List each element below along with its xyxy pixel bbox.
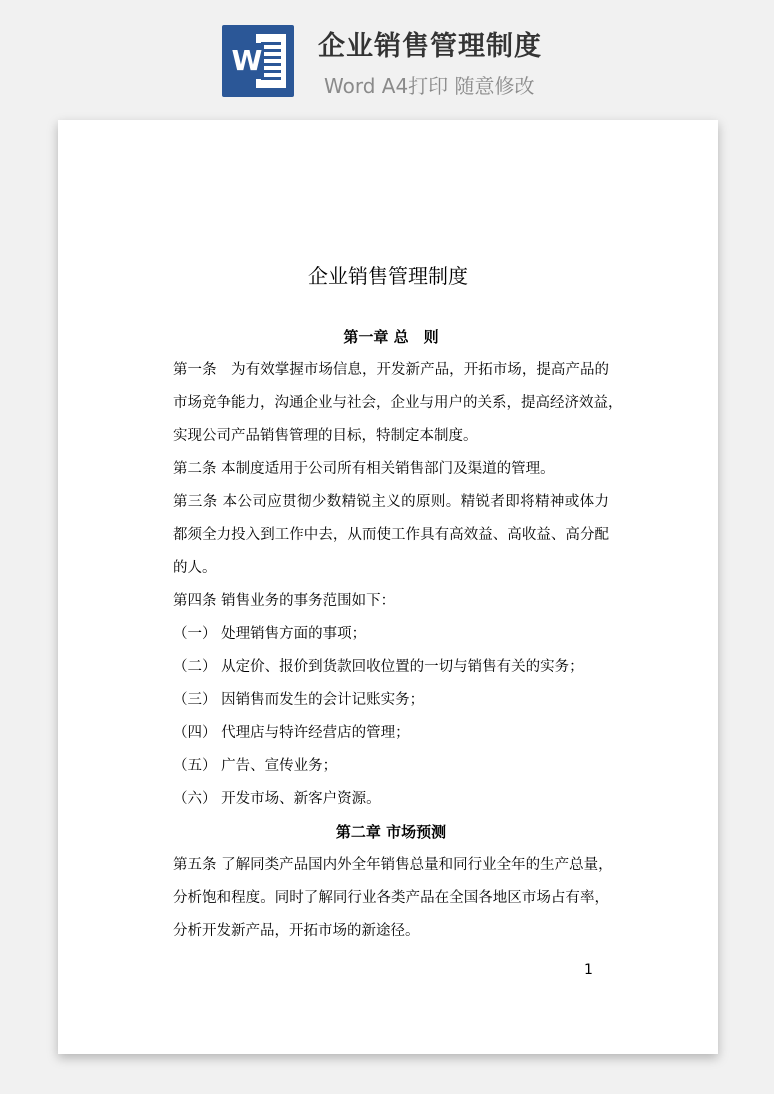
article-3-line-1: 第三条 本公司应贯彻少数精锐主义的原则。精锐者即将精神或体力 (173, 494, 609, 510)
word-icon-letter: W (231, 44, 263, 77)
article-5-line-3: 分析开发新产品，开拓市场的新途径。 (173, 923, 420, 939)
article-3-line-3: 的人。 (173, 560, 217, 576)
page-number: 1 (584, 962, 593, 978)
scope-item-3: （三） 因销售而发生的会计记账实务； (173, 692, 425, 708)
article-1-line-3: 实现公司产品销售管理的目标，特制定本制度。 (173, 428, 478, 444)
article-5-line-2: 分析饱和程度。同时了解同行业各类产品在全国各地区市场占有率， (173, 890, 609, 906)
article-2: 第二条 本制度适用于公司所有相关销售部门及渠道的管理。 (173, 461, 555, 477)
article-4: 第四条 销售业务的事务范围如下： (173, 593, 396, 609)
banner-subtitle: Word A4打印 随意修改 (324, 74, 535, 98)
document-page (58, 120, 718, 1054)
document-body (173, 321, 623, 948)
header-banner (0, 0, 774, 118)
article-1-line-1: 第一条 为有效掌握市场信息，开发新产品，开拓市场，提高产品的 (173, 362, 609, 378)
scope-item-5: （五） 广告、宣传业务； (173, 758, 338, 774)
word-icon (222, 25, 294, 97)
banner-title: 企业销售管理制度 (318, 31, 542, 62)
article-3-line-2: 都须全力投入到工作中去，从而使工作具有高效益、高收益、高分配 (173, 527, 609, 543)
scope-item-4: （四） 代理店与特许经营店的管理； (173, 725, 410, 741)
article-5-line-1: 第五条 了解同类产品国内外全年销售总量和同行业全年的生产总量， (173, 857, 613, 873)
article-1-line-2: 市场竞争能力，沟通企业与社会，企业与用户的关系，提高经济效益， (173, 395, 623, 411)
scope-item-6: （六） 开发市场、新客户资源。 (173, 791, 381, 807)
chapter-heading-2: 第二章 市场预测 (335, 823, 447, 841)
document-title: 企业销售管理制度 (308, 264, 468, 288)
chapter-heading-1: 第一章 总 则 (343, 328, 439, 346)
scope-item-1: （一） 处理销售方面的事项； (173, 626, 367, 642)
scope-item-2: （二） 从定价、报价到货款回收位置的一切与销售有关的实务； (173, 659, 584, 675)
